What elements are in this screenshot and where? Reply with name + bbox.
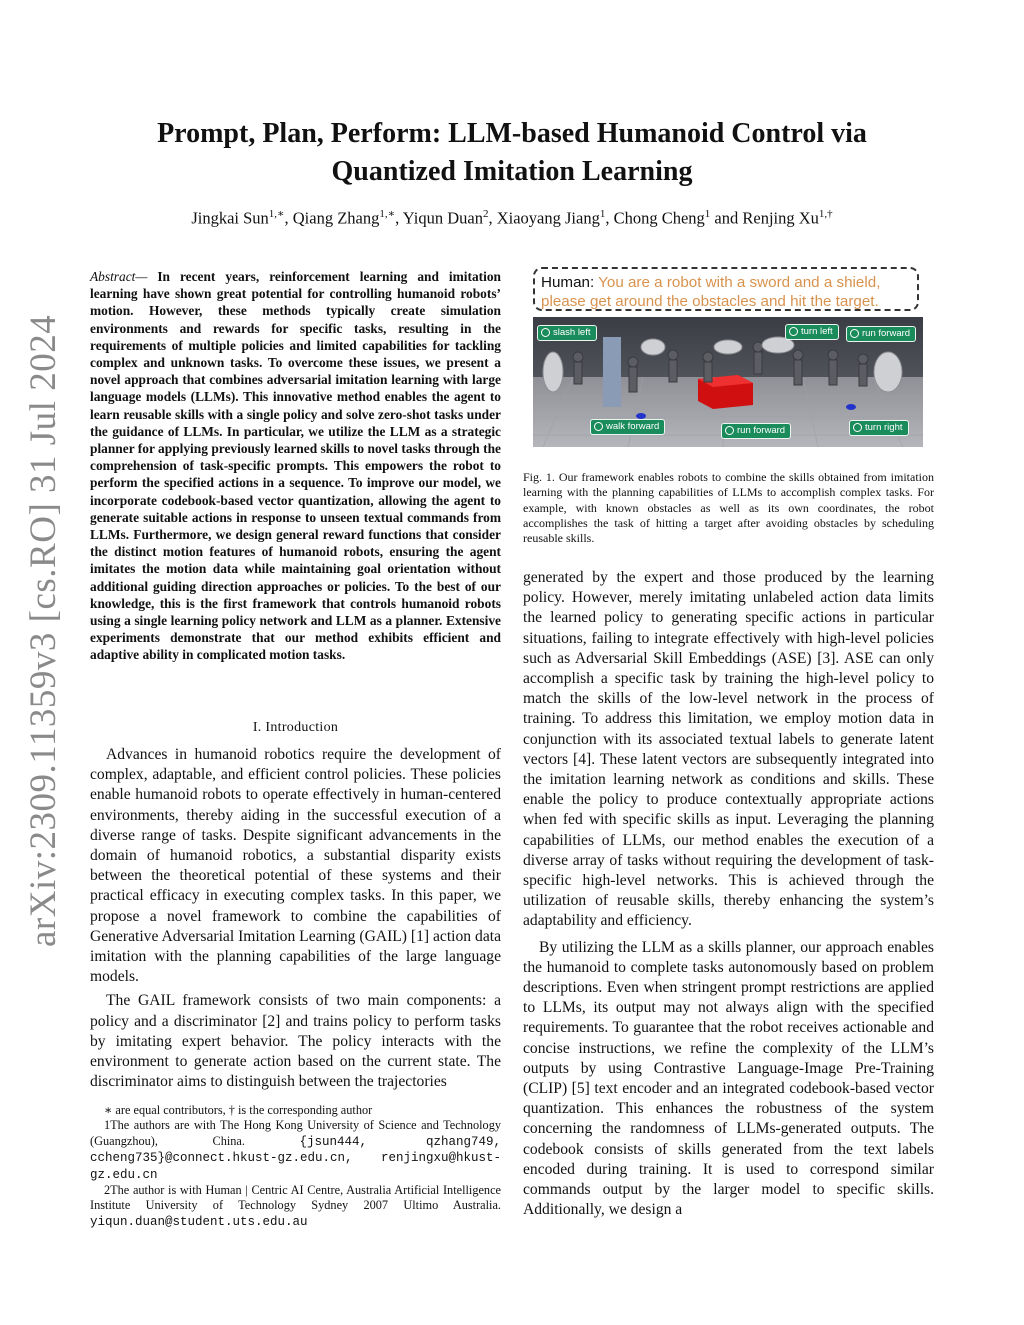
openai-icon	[850, 329, 859, 338]
author: Yiqun Duan	[402, 208, 483, 228]
abstract-text: In recent years, reinforcement learning and imitation learning have shown great potential for controlling humanoid robots’ motion. However, these methods typically create simulation environments and rewards for specific tasks, resulting in the requirements of multiple policies and limited capabilities for tackling complex and unknown tasks. To overcome these issues, we present a novel approach that combines adversarial imitation learning with large language models (LLMs). This innovative method enables the agent to learn reusable skills with a single policy and solve zero-shot tasks under the guidance of LLMs. In particular, we utilize the LLM as a strategic planner for applying previously learned skills to novel tasks through the comprehension of task-specific prompts. This empowers the robot to perform the specified actions in a sequence. To improve our model, we incorporate codebook-based vector quantization, allowing the agent to generate suitable actions in response to unseen textual commands from LLMs. Furthermore, we design general reward functions that consider the distinct motion features of humanoid robots, ensuring the agent imitates the motion data while maintaining goal orientation without additional guiding direction approaches or policies. To the best of our knowledge, this is the first framework that controls humanoid robots using a single learning policy network and LLM as a planner. Extensive experiments demonstrate that our method exhibits efficient and adaptive ability in complicated motion tasks.	[90, 269, 501, 663]
email-list: {jsun444, qzhang749, ccheng735}@connect.hkust-gz.edu.cn, renjingxu@hkust-gz.edu.cn	[90, 1134, 501, 1182]
intro-text	[90, 745, 501, 1092]
obstacle-pillar	[603, 337, 621, 407]
figure-prompt-box	[533, 267, 919, 311]
paragraph: The GAIL framework consists of two main components: a policy and a discriminator [2] and trains policy to perform tasks by imitating expert behavior. The policy interacts with the environment to generate action based on the current state. The discriminator aims to distinguish between the trajectories	[90, 992, 501, 1091]
author: Jingkai Sun	[191, 208, 269, 228]
author-list: Jingkai Sun$^{1,∗}$, Qiang Zhang$^{1,∗}$, Yiqun Duan$^2$, Xiaoyang Jiang$^1$, Chong Cheng$^1$ and Renjing $Xu^{1,\dagger}$	[191, 208, 833, 228]
prompt-text: You are a robot with a sword and a shield, please get around the obstacles and hit the target.	[541, 274, 881, 310]
footnote-equal: ∗ are equal contributors, † is the corresponding author	[104, 1103, 373, 1117]
paragraph: generated by the expert and those produced by the learning policy. However, merely imitating unlabeled action data limits the learned policy to generating specific actions in particular situations, failing to integrate effectively with high-level policies such as Adversarial Skill Embeddings (ASE) [3]. ASE can only accomplish a specific task by training the high-level policy to match the skills of the low-level network in the process of training. To address this limitation, we employ motion data in conjunction with its associated textual labels to generate latent vectors [4]. These latent vectors are subsequently integrated into the imitation learning network as conditions and skills. These enable the policy to produce contextually appropriate actions when fed with specific skills as input. Leveraging the planning capabilities of LLMs, our method enables the execution of a diverse array of tasks without requiring the development of task-specific high-level networks. This is achieved through the utilization of reusable skills, thereby enhancing the system’s adaptability and efficiency.	[523, 569, 934, 930]
skill-tag: run forward	[721, 423, 791, 439]
openai-icon	[725, 426, 734, 435]
skill-tag: walk forward	[590, 419, 665, 435]
footnotes	[90, 1103, 501, 1230]
figure-caption: Fig. 1. Our framework enables robots to combine the skills obtained from imitation learning with the planning capabilities of LLMs to accomplish complex tasks. For example, with known obstacles as well as its own coordinates, the robot accomplishes the task of hitting a target after avoiding obstacles by scheduling reusable skills.	[523, 470, 934, 546]
author: Qiang Zhang	[292, 208, 380, 228]
figure-simulation-scene	[533, 317, 923, 447]
openai-icon	[594, 422, 603, 431]
skill-tag: run forward	[846, 326, 916, 342]
openai-icon	[789, 327, 798, 336]
author: Xiaoyang Jiang	[496, 208, 600, 228]
abstract-label: Abstract	[90, 269, 136, 284]
paragraph: Advances in humanoid robotics require the development of complex, adaptable, and efficient control policies. These policies enable humanoid robots to operate effectively in human-centered environments, thereby aiding in the successful execution of a diverse range of tasks. Despite significant advancements in the domain of humanoid robotics, a substantial disparity exists between the theoretical potential of these systems and their practical efficacy in executing complex tasks. In this paper, we propose a novel framework to combine the capabilities of Generative Adversarial Imitation Learning (GAIL) [1] action data imitation with the planning capabilities of the large language models.	[90, 746, 501, 986]
skill-tag: turn left	[785, 324, 839, 340]
skill-tag: turn right	[849, 420, 909, 436]
authors-joiner: and	[714, 208, 739, 228]
footnote-affiliation-2: 2The author is with Human | Centric AI Centre, Australia Artificial Intelligence Institute University of Technology Sydney 2007 Ultimo Australia. yiqun.duan@student.uts.edu.au	[90, 1183, 501, 1229]
abstract: Abstract— In recent years, reinforcement learning and imitation learning have shown great potential for controlling humanoid robots’ motion. However, these methods typically create simulation environments and rewards for specific tasks, resulting in the requirements of multiple policies and limited capabilities for tackling complex and unknown tasks. To overcome these issues, we present a novel approach that combines adversarial imitation learning with large language models (LLMs). This innovative method enables the agent to learn reusable skills with a single policy and solve zero-shot tasks under the guidance of LLMs. In particular, we utilize the LLM as a strategic planner for applying previously learned skills to novel tasks through the comprehension of task-specific prompts. This empowers the robot to perform the specified actions in a sequence. To improve our model, we incorporate codebook-based vector quantization, allowing the agent to generate suitable actions in response to unseen textual commands from LLMs. Furthermore, we design general reward functions that consider the distinct motion features of humanoid robots, ensuring the agent imitates the motion data while maintaining goal orientation without additional guiding direction approaches or policies. To the best of our knowledge, this is the first framework that controls humanoid robots using a single learning policy network and LLM as a planner. Extensive experiments demonstrate that our method exhibits efficient and adaptive ability in complicated motion tasks.	[90, 269, 501, 663]
paragraph: By utilizing the LLM as a skills planner, our approach enables the humanoid to complete tasks autonomously based on problem descriptions. Even when stringent prompt restrictions are applied to LLMs, its output may not always align with the specified requirements. To guarantee that the robot receives actionable and concise instructions, we refine the complexity of the LLM’s outputs by using Contrastive Language-Image Pre-Training (CLIP) [5] text encoder and an integrated codebook-based vector quantization. This enhances the robustness of the system concerning the randomness of LLMs-generated outputs. The codebook consists of skills generated from the text labels encoded during training. It is used to correspond similar commands output by the larger model to specific skills. Additionally, we design a	[523, 938, 934, 1219]
skill-tag: slash left	[537, 325, 597, 341]
openai-icon	[853, 423, 862, 432]
author: Renjing Xu	[742, 208, 819, 228]
right-column-text	[523, 568, 934, 1221]
prompt-speaker: Human:	[541, 274, 595, 291]
arxiv-side-label: arXiv:2309.11359v3 [cs.RO] 31 Jul 2024	[23, 314, 64, 947]
section-heading: I. Introduction	[252, 720, 339, 735]
paper-title: Prompt, Plan, Perform: LLM-based Humanoid Control via Quantized Imitation Learning	[157, 118, 867, 187]
footnote-affiliation-1: 1The authors are with The Hong Kong University of Science and Technology (Guangzhou), China. {jsun444, qzhang749, ccheng735}@connect.hkust-gz.edu.cn, renjingxu@hkust-gz.edu.cn	[90, 1118, 501, 1182]
email: yiqun.duan@student.uts.edu.au	[90, 1214, 308, 1229]
author: Chong Cheng	[613, 208, 705, 228]
openai-icon	[541, 328, 550, 337]
